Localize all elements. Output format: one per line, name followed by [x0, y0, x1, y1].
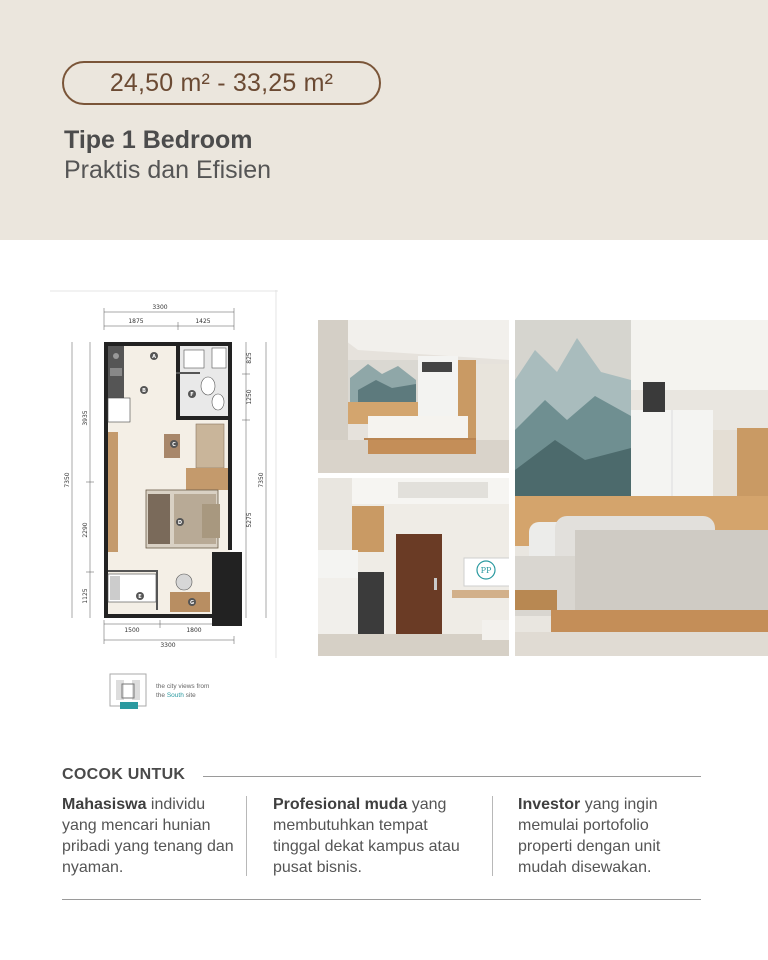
bedroom-photo-wide: [318, 320, 509, 473]
area-range-badge: 24,50 m² - 33,25 m²: [62, 61, 381, 105]
dim-bottom-left: 1500: [124, 627, 140, 634]
dim-left-middle: 2290: [82, 522, 89, 538]
section-divider: [203, 776, 701, 777]
dim-left-upper: 3935: [82, 410, 89, 426]
header-banner: [0, 0, 768, 240]
room-letter-b: B: [142, 388, 146, 394]
suitable-for-title: COCOK UNTUK: [62, 766, 186, 783]
dim-top-right: 1425: [195, 318, 211, 325]
dim-top-left: 1875: [128, 318, 144, 325]
audience-investors: Investor yang ingin memulai portofolio properti dengan unit mudah disewakan.: [518, 796, 661, 876]
bedroom-photo-closeup: [515, 320, 768, 656]
view-direction: South: [166, 691, 184, 699]
audience-students: Mahasiswa individu yang mencari hunian pribadi yang tenang dan nyaman.: [62, 796, 234, 876]
dim-right-a: 825: [246, 352, 253, 364]
pp-logo-text: PP: [480, 566, 492, 575]
bottom-divider: [62, 899, 701, 900]
room-letter-e: E: [138, 594, 142, 600]
dim-top-total: 3300: [152, 304, 168, 311]
view-note: the city views from the South site: [156, 683, 210, 699]
unit-tagline: Praktis dan Efisien: [64, 156, 272, 184]
room-letter-d: D: [177, 520, 183, 526]
dim-right-c: 5275: [246, 512, 253, 528]
floor-plan: [50, 290, 278, 658]
column-divider: [246, 796, 247, 876]
dim-right-total: 7350: [258, 472, 265, 488]
dim-bottom-right: 1800: [186, 627, 202, 634]
room-letter-a: A: [152, 354, 156, 360]
dim-bottom-total: 3300: [160, 642, 176, 649]
room-letter-g: G: [189, 600, 195, 606]
key-plan-icon: [108, 670, 148, 712]
unit-type-title: Tipe 1 Bedroom: [64, 126, 253, 154]
room-letter-f: F: [190, 392, 194, 398]
dim-left-total: 7350: [64, 472, 71, 488]
room-letter-c: C: [172, 442, 176, 448]
dim-left-lower: 1125: [82, 588, 89, 604]
audience-professionals: Profesional muda yang membutuhkan tempat tinggal dekat kampus atau pusat bisnis.: [273, 796, 460, 876]
column-divider: [492, 796, 493, 876]
entrance-photo: [318, 478, 509, 656]
dim-right-b: 1250: [246, 389, 253, 405]
